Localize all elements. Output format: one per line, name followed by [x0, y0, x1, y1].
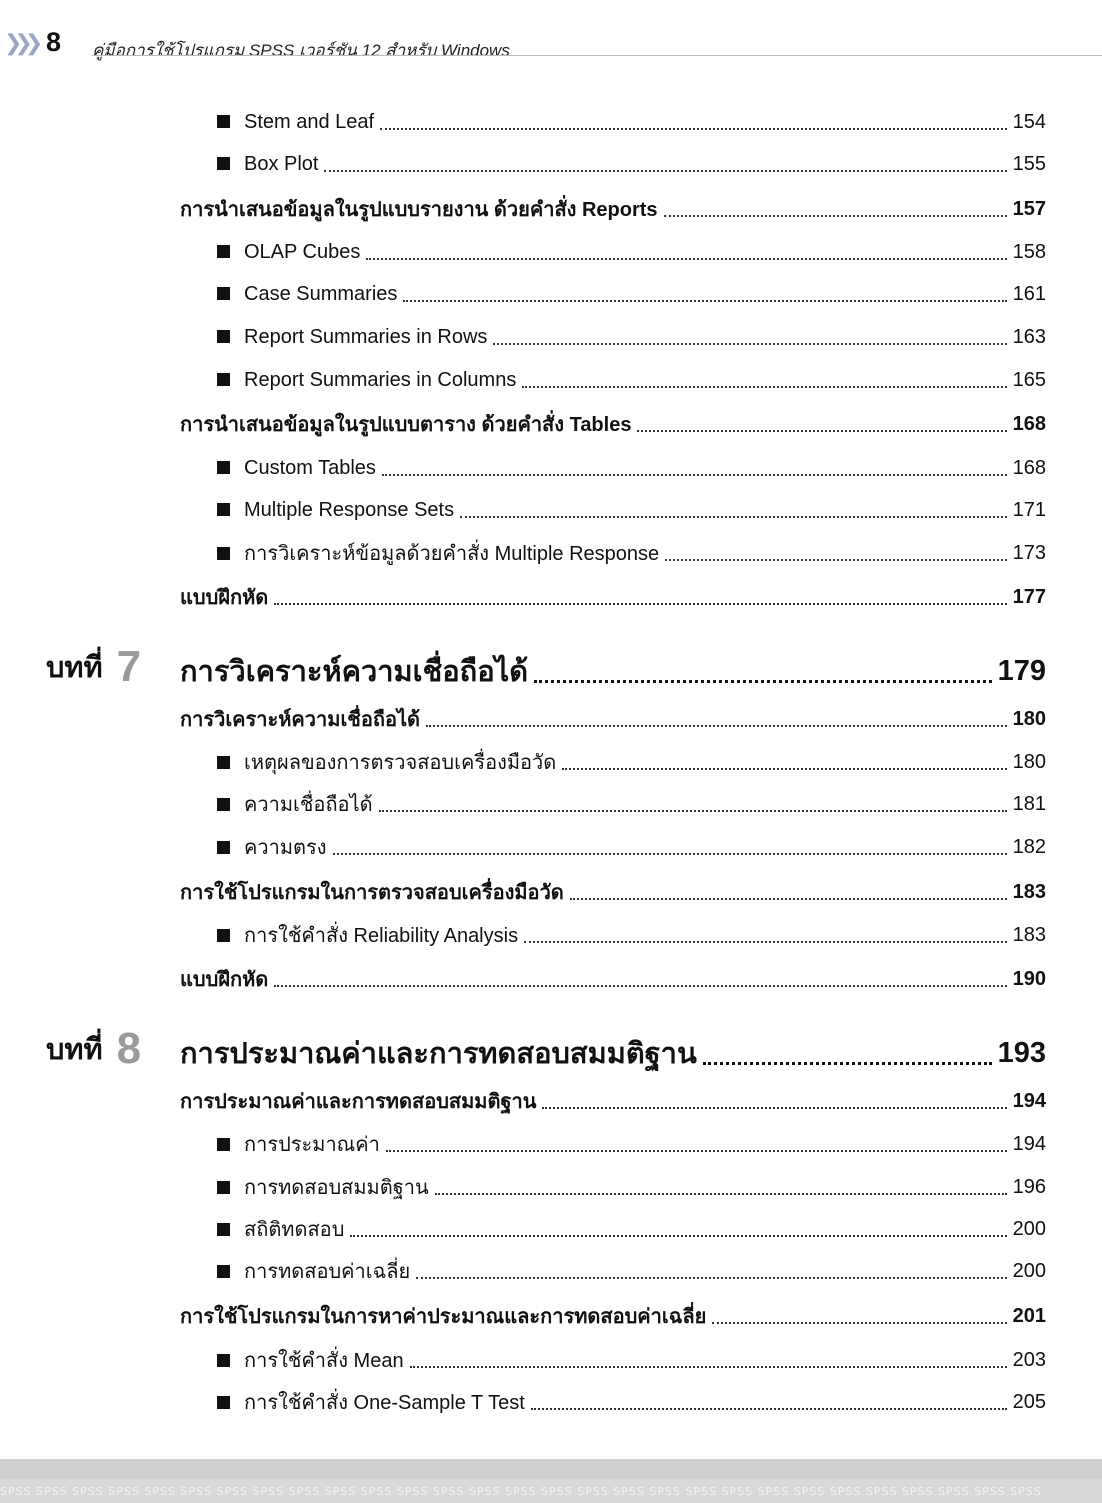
toc-entry-page: 155 — [1012, 152, 1046, 175]
toc-entry-label: OLAP Cubes — [244, 240, 361, 263]
toc-entry[interactable] — [217, 493, 1046, 527]
dot-leader — [274, 603, 1006, 605]
toc-entry-label: การใช้คำสั่ง One-Sample T Test — [244, 1392, 525, 1414]
toc-entry[interactable] — [217, 1170, 1046, 1204]
toc-section-page: 194 — [1012, 1089, 1046, 1112]
toc-entry-label: การวิเคราะห์ข้อมูลด้วยคำสั่ง Multiple Response — [244, 543, 660, 565]
toc-entry-label: การใช้คำสั่ง Reliability Analysis — [244, 925, 519, 947]
toc-entry-page: 194 — [1012, 1132, 1046, 1155]
toc-section-label: แบบฝึกหัด — [180, 969, 269, 991]
square-bullet-icon — [217, 245, 230, 258]
square-bullet-icon — [217, 287, 230, 300]
square-bullet-icon — [217, 503, 230, 516]
toc-entry-page: 171 — [1012, 498, 1046, 521]
toc-section-page: 201 — [1012, 1304, 1046, 1327]
toc-entry-page: 168 — [1012, 456, 1046, 479]
toc-section-page: 190 — [1012, 967, 1046, 990]
toc-entry[interactable] — [217, 1385, 1046, 1419]
square-bullet-icon — [217, 1354, 230, 1367]
toc-section-label: การใช้โปรแกรมในการตรวจสอบเครื่องมือวัด — [180, 882, 564, 904]
dot-leader — [416, 1277, 1006, 1279]
toc-entry-label: ความเชื่อถือได้ — [244, 794, 373, 816]
dot-leader — [324, 170, 1006, 172]
square-bullet-icon — [217, 1265, 230, 1278]
dot-leader — [524, 941, 1007, 943]
square-bullet-icon — [217, 841, 230, 854]
toc-entry[interactable] — [217, 363, 1046, 397]
dot-leader — [386, 1150, 1007, 1152]
square-bullet-icon — [217, 547, 230, 560]
chapter-label — [46, 1024, 142, 1073]
square-bullet-icon — [217, 157, 230, 170]
dot-leader — [274, 985, 1006, 987]
toc-section-label: การประมาณค่าและการทดสอบสมมติฐาน — [180, 1091, 537, 1113]
toc-entry-page: 203 — [1012, 1348, 1046, 1371]
chapter-title: การประมาณค่าและการทดสอบสมมติฐาน — [180, 1038, 697, 1070]
running-title: คู่มือการใช้โปรแกรม SPSS เวอร์ชัน 12 สำหรับ Windows — [92, 41, 510, 60]
square-bullet-icon — [217, 798, 230, 811]
dot-leader — [403, 300, 1006, 302]
dot-leader — [637, 430, 1006, 432]
dot-leader — [703, 1062, 992, 1065]
toc-entry-label: Report Summaries in Columns — [244, 368, 517, 391]
square-bullet-icon — [217, 461, 230, 474]
toc-entry-page: 163 — [1012, 325, 1046, 348]
chapter-title: การวิเคราะห์ความเชื่อถือได้ — [180, 656, 529, 688]
toc-entry-label: สถิติทดสอบ — [244, 1219, 345, 1241]
chapter-number: 8 — [116, 1024, 142, 1073]
dot-leader — [531, 1408, 1007, 1410]
toc-entry-page: 196 — [1012, 1175, 1046, 1198]
toc-entry-page: 183 — [1012, 923, 1046, 946]
dot-leader — [562, 768, 1006, 770]
square-bullet-icon — [217, 1181, 230, 1194]
toc-entry[interactable] — [217, 1254, 1046, 1288]
toc-section-label: การใช้โปรแกรมในการหาค่าประมาณและการทดสอบค่าเฉลี่ย — [180, 1306, 707, 1328]
dot-leader — [435, 1193, 1007, 1195]
toc-chapter[interactable] — [180, 649, 1046, 693]
toc-entry[interactable] — [217, 235, 1046, 269]
toc-section-page: 157 — [1012, 197, 1046, 220]
dot-leader — [712, 1322, 1006, 1324]
toc-entry[interactable] — [217, 787, 1046, 821]
dot-leader — [382, 474, 1007, 476]
toc-entry-page: 181 — [1012, 792, 1046, 815]
toc-entry-label: Box Plot — [244, 152, 319, 175]
dot-leader — [570, 898, 1007, 900]
toc-entry[interactable] — [217, 320, 1046, 354]
toc-entry-page: 180 — [1012, 750, 1046, 773]
toc-entry-label: การทดสอบสมมติฐาน — [244, 1177, 429, 1199]
square-bullet-icon — [217, 373, 230, 386]
dot-leader — [350, 1235, 1006, 1237]
toc-entry-page: 200 — [1012, 1259, 1046, 1282]
toc-section[interactable] — [180, 1299, 1046, 1333]
toc-entry[interactable] — [217, 105, 1046, 139]
toc-entry-page: 205 — [1012, 1390, 1046, 1413]
toc-entry[interactable] — [217, 277, 1046, 311]
toc-section-page: 177 — [1012, 585, 1046, 608]
footer-band — [0, 1459, 1102, 1479]
toc-section-label: แบบฝึกหัด — [180, 587, 269, 609]
page-number: 8 — [46, 27, 62, 57]
toc-section[interactable] — [180, 702, 1046, 736]
chapter-number: 7 — [116, 642, 142, 691]
square-bullet-icon — [217, 1138, 230, 1151]
chapter-word: บทที่ — [46, 652, 103, 684]
toc-section[interactable] — [180, 1084, 1046, 1118]
toc-entry-page: 161 — [1012, 282, 1046, 305]
toc-section[interactable] — [180, 580, 1046, 614]
chapter-page: 179 — [997, 654, 1046, 687]
dot-leader — [426, 725, 1007, 727]
chapter-word: บทที่ — [46, 1034, 103, 1066]
footer-watermark: SPSS SPSS SPSS SPSS SPSS SPSS SPSS SPSS SPSS SPSS SPSS SPSS SPSS SPSS SPSS SPSS SPSS SPSS SPSS SPSS SPSS SPSS SPSS SPSS SPSS SPSS SPSS SPSS SPSS — [0, 1485, 1042, 1498]
toc-entry-label: การประมาณค่า — [244, 1134, 380, 1156]
page-footer — [0, 1459, 1102, 1503]
dot-leader — [380, 128, 1007, 130]
toc-section[interactable] — [180, 875, 1046, 909]
chevron-right-icon: ❯❯❯ — [4, 30, 36, 55]
dot-leader — [542, 1107, 1006, 1109]
toc-section-page: 180 — [1012, 707, 1046, 730]
toc-entry[interactable] — [217, 1212, 1046, 1246]
square-bullet-icon — [217, 1223, 230, 1236]
square-bullet-icon — [217, 929, 230, 942]
toc-section[interactable] — [180, 192, 1046, 226]
dot-leader — [410, 1366, 1007, 1368]
toc-entry[interactable] — [217, 451, 1046, 485]
dot-leader — [664, 215, 1007, 217]
toc-entry-label: การทดสอบค่าเฉลี่ย — [244, 1261, 411, 1283]
toc-entry-label: Case Summaries — [244, 282, 398, 305]
toc-entry[interactable] — [217, 1127, 1046, 1161]
dot-leader — [366, 258, 1006, 260]
toc-entry-page: 200 — [1012, 1217, 1046, 1240]
square-bullet-icon — [217, 1396, 230, 1409]
toc-entry-label: Multiple Response Sets — [244, 498, 455, 521]
dot-leader — [460, 516, 1007, 518]
toc-entry[interactable] — [217, 1343, 1046, 1377]
square-bullet-icon — [217, 330, 230, 343]
chapter-label — [46, 642, 142, 691]
toc-entry-page: 173 — [1012, 541, 1046, 564]
dot-leader — [379, 810, 1007, 812]
toc-entry-label: การใช้คำสั่ง Mean — [244, 1350, 404, 1372]
dot-leader — [493, 343, 1006, 345]
header-rule — [92, 55, 1102, 56]
toc-section[interactable] — [180, 962, 1046, 996]
toc-section-page: 168 — [1012, 412, 1046, 435]
square-bullet-icon — [217, 756, 230, 769]
dot-leader — [333, 853, 1007, 855]
toc-entry[interactable] — [217, 536, 1046, 570]
toc-entry-page: 182 — [1012, 835, 1046, 858]
toc-entry[interactable] — [217, 830, 1046, 864]
toc-entry-label: Report Summaries in Rows — [244, 325, 488, 348]
toc-entry-label: ความตรง — [244, 837, 327, 859]
toc-section-label: การนำเสนอข้อมูลในรูปแบบรายงาน ด้วยคำสั่ง Reports — [180, 199, 658, 221]
toc-section[interactable] — [180, 407, 1046, 441]
chapter-page: 193 — [997, 1036, 1046, 1069]
toc-section-page: 183 — [1012, 880, 1046, 903]
toc-chapter[interactable] — [180, 1031, 1046, 1075]
dot-leader — [665, 559, 1006, 561]
toc-entry-label: Stem and Leaf — [244, 110, 375, 133]
toc-section-label: การวิเคราะห์ความเชื่อถือได้ — [180, 709, 421, 731]
square-bullet-icon — [217, 115, 230, 128]
page-header — [0, 22, 1102, 62]
toc-entry-label: Custom Tables — [244, 456, 376, 479]
dot-leader — [534, 680, 992, 683]
toc-entry-page: 165 — [1012, 368, 1046, 391]
dot-leader — [522, 386, 1006, 388]
toc-entry[interactable] — [217, 147, 1046, 181]
toc-entry[interactable] — [217, 918, 1046, 952]
toc-entry-page: 158 — [1012, 240, 1046, 263]
toc-entry[interactable] — [217, 745, 1046, 779]
toc-section-label: การนำเสนอข้อมูลในรูปแบบตาราง ด้วยคำสั่ง Tables — [180, 414, 632, 436]
toc-entry-label: เหตุผลของการตรวจสอบเครื่องมือวัด — [244, 752, 557, 774]
toc-entry-page: 154 — [1012, 110, 1046, 133]
